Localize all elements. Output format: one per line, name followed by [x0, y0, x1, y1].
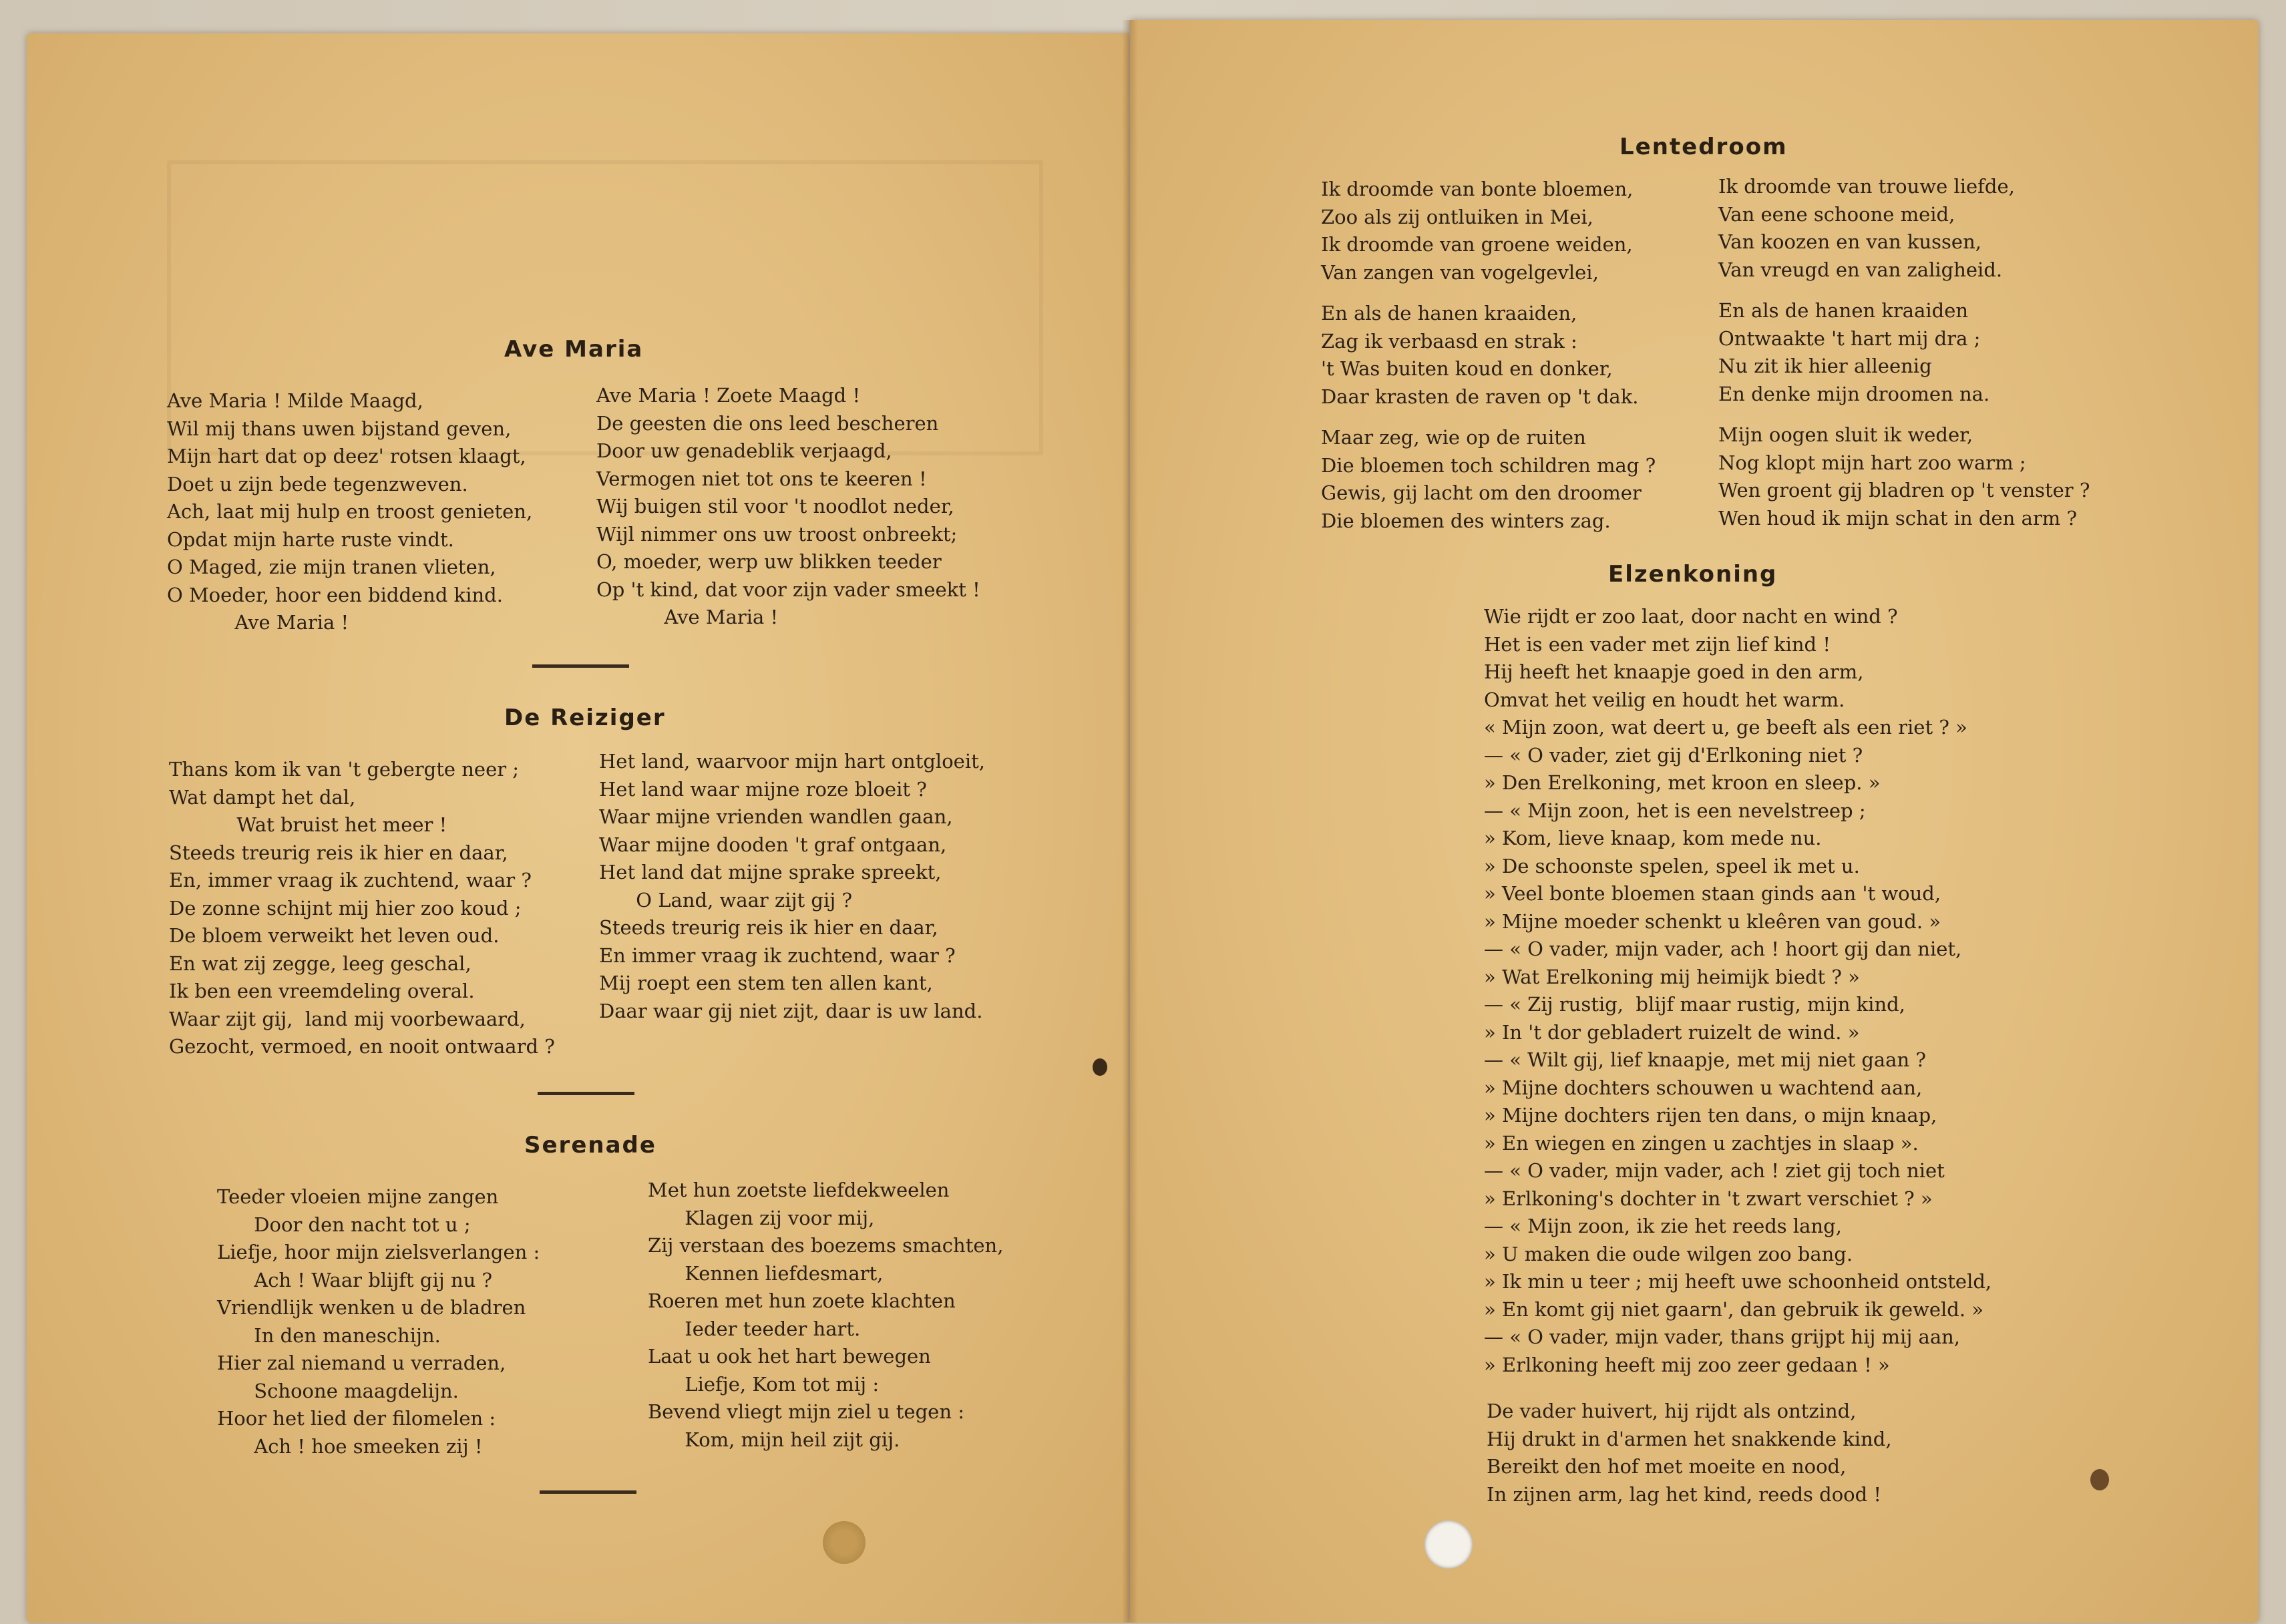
verse-line: Liefje, Kom tot mij : — [648, 1372, 880, 1396]
verse-line: Wil mij thans uwen bijstand geven, — [167, 417, 512, 440]
verse-line: De zonne schijnt mij hier zoo koud ; — [169, 896, 522, 920]
verse-line: Klagen zij voor mij, — [648, 1206, 875, 1229]
verse-line: De bloem verweikt het leven oud. — [169, 924, 500, 947]
verse-line: In zijnen arm, lag het kind, reeds dood ! — [1487, 1482, 1882, 1506]
verse-line: Daar waar gij niet zijt, daar is uw land. — [599, 999, 983, 1022]
verse-line: Van eene schoone meid, — [1718, 202, 1955, 226]
verse-line: » Mijne moeder schenkt u kleêren van goud. » — [1484, 909, 1941, 933]
verse-line: Zoo als zij ontluiken in Mei, — [1321, 205, 1593, 228]
verse-line: Van vreugd en van zaligheid. — [1718, 258, 2003, 281]
verse-line: Gewis, gij lacht om den droomer — [1321, 481, 1642, 504]
verse-line: Ave Maria ! Milde Maagd, — [167, 389, 423, 412]
verse-line: Door uw genadeblik verjaagd, — [596, 439, 892, 462]
verse-line: Nu zit ik hier alleenig — [1718, 355, 1932, 377]
stanza-gap — [1718, 408, 2090, 421]
verse-line: Schoone maagdelijn. — [217, 1379, 459, 1402]
page-fold — [1122, 20, 1138, 1623]
de-reiziger-col1 — [169, 756, 555, 1061]
divider-rule — [540, 1490, 636, 1494]
verse-line: O, moeder, werp uw blikken teeder — [596, 550, 942, 573]
verse-line: Omvat het veilig en houdt het warm. — [1484, 688, 1845, 711]
verse-line: Het land dat mijne sprake spreekt, — [599, 861, 942, 883]
divider-rule — [538, 1092, 634, 1095]
verse-line: En immer vraag ik zuchtend, waar ? — [599, 944, 956, 967]
stanza-gap — [1718, 284, 2090, 297]
ink-spot — [1093, 1058, 1107, 1076]
ave-maria-col1 — [167, 387, 532, 637]
verse-line: Steeds treurig reis ik hier en daar, — [599, 916, 938, 939]
verse-line: Door den nacht tot u ; — [217, 1213, 471, 1236]
binding-hole — [1424, 1520, 1473, 1569]
verse-line: — « O vader, mijn vader, thans grijpt hij mij aan, — [1484, 1326, 1961, 1348]
verse-line: Steeds treurig reis ik hier en daar, — [169, 841, 508, 864]
verse-line: Op 't kind, dat voor zijn vader smeekt ! — [596, 578, 980, 601]
verse-line: Laat u ook het hart bewegen — [648, 1345, 931, 1368]
verse-line: » En komt gij niet gaarn', dan gebruik ik geweld. » — [1484, 1297, 1983, 1321]
lentedroom-title: Lentedroom — [1620, 134, 1788, 160]
serenade-col1 — [217, 1183, 540, 1460]
verse-line: Daar krasten de raven op 't dak. — [1321, 385, 1639, 408]
verse-line: » Mijne dochters rijen ten dans, o mijn knaap, — [1484, 1104, 1937, 1127]
verse-line: Waar mijne dooden 't graf ontgaan, — [599, 833, 947, 856]
verse-line: » Erlkoning's dochter in 't zwart verschiet ? » — [1484, 1187, 1933, 1210]
de-reiziger-col2 — [599, 748, 985, 1025]
verse-line: Ach, laat mij hulp en troost genieten, — [167, 500, 533, 523]
verse-line: » Kom, lieve knaap, kom mede nu. — [1484, 827, 1822, 849]
verse-line: Gezocht, vermoed, en nooit ontwaard ? — [169, 1035, 555, 1058]
verse-line: Zij verstaan des boezems smachten, — [648, 1234, 1004, 1257]
verse-line: » Mijne dochters schouwen u wachtend aan, — [1484, 1076, 1923, 1099]
verse-line: En als de hanen kraaiden — [1718, 299, 1969, 322]
verse-line: Ach ! Waar blijft gij nu ? — [217, 1268, 493, 1291]
verse-line: Ik droomde van trouwe liefde, — [1718, 175, 2015, 198]
ave-maria-title: Ave Maria — [504, 336, 644, 363]
verse-line: En wat zij zegge, leeg geschal, — [169, 952, 471, 975]
verse-line: Mij roept een stem ten allen kant, — [599, 972, 933, 994]
elzenkoning-closing — [1487, 1398, 1892, 1508]
verse-line: Teeder vloeien mijne zangen — [217, 1185, 499, 1208]
verse-line: En als de hanen kraaiden, — [1321, 302, 1577, 325]
stanza-gap — [1321, 411, 1656, 424]
elzenkoning-title: Elzenkoning — [1608, 561, 1778, 588]
verse-line: Ieder teeder hart. — [648, 1317, 861, 1340]
verse-line: — « Mijn zoon, ik zie het reeds lang, — [1484, 1215, 1842, 1237]
verse-line: Thans kom ik van 't gebergte neer ; — [169, 758, 520, 781]
verse-line: 't Was buiten koud en donker, — [1321, 357, 1613, 380]
verse-line: Die bloemen toch schildren mag ? — [1321, 453, 1656, 477]
verse-line: Waar zijt gij, land mij voorbewaard, — [169, 1007, 526, 1030]
verse-line: Nog klopt mijn hart zoo warm ; — [1718, 451, 2026, 474]
verse-line: Met hun zoetste liefdekweelen — [648, 1179, 950, 1201]
verse-line: De vader huivert, hij rijdt als ontzind, — [1487, 1400, 1857, 1422]
verse-line: Ave Maria ! — [596, 606, 779, 628]
verse-line: Vermogen niet tot ons te keeren ! — [596, 467, 927, 490]
verse-line: Ach ! hoe smeeken zij ! — [217, 1434, 483, 1458]
verse-line: — « Mijn zoon, het is een nevelstreep ; — [1484, 799, 1866, 822]
divider-rule — [532, 664, 629, 668]
verse-line: Ik droomde van groene weiden, — [1321, 233, 1633, 256]
verse-line: Maar zeg, wie op de ruiten — [1321, 426, 1586, 449]
verse-line: Het is een vader met zijn lief kind ! — [1484, 632, 1831, 656]
lentedroom-left-col — [1321, 176, 1656, 535]
verse-line: Wat dampt het dal, — [169, 785, 356, 809]
stanza-gap — [1321, 286, 1656, 300]
verse-line: Ave Maria ! Zoete Maagd ! — [596, 384, 861, 407]
verse-line: En denke mijn droomen na. — [1718, 382, 1990, 405]
verse-line: » De schoonste spelen, speel ik met u. — [1484, 854, 1860, 877]
verse-line: — « O vader, mijn vader, ach ! ziet gij toch niet — [1484, 1159, 1945, 1182]
verse-line: » U maken die oude wilgen zoo bang. — [1484, 1242, 1853, 1265]
verse-line: De geesten die ons leed bescheren — [596, 411, 939, 435]
verse-line: Hij heeft het knaapje goed in den arm, — [1484, 660, 1864, 683]
verse-line: Hoor het lied der filomelen : — [217, 1407, 496, 1430]
verse-line: Bevend vliegt mijn ziel u tegen : — [648, 1400, 964, 1423]
verse-line: Ontwaakte 't hart mij dra ; — [1718, 327, 1981, 350]
verse-line: — « O vader, ziet gij d'Erlkoning niet ? — [1484, 743, 1863, 767]
verse-line: — « O vader, mijn vader, ach ! hoort gij dan niet, — [1484, 938, 1962, 960]
verse-line: Wij buigen stil voor 't noodlot neder, — [596, 495, 954, 518]
verse-line: Kennen liefdesmart, — [648, 1261, 884, 1285]
verse-line: » In 't dor gebladert ruizelt de wind. » — [1484, 1020, 1860, 1044]
serenade-col2 — [648, 1177, 1003, 1454]
verse-line: Hier zal niemand u verraden, — [217, 1352, 506, 1374]
verse-line: Kom, mijn heil zijt gij. — [648, 1428, 900, 1451]
verse-line: Mijn oogen sluit ik weder, — [1718, 423, 1973, 446]
verse-line: Wat bruist het meer ! — [169, 813, 447, 836]
verse-line: » Erlkoning heeft mij zoo zeer gedaan ! » — [1484, 1353, 1890, 1376]
verse-line: Zag ik verbaasd en strak : — [1321, 329, 1577, 353]
verse-line: Het land, waarvoor mijn hart ontgloeit, — [599, 750, 985, 773]
verse-line: O Land, waar zijt gij ? — [599, 888, 853, 911]
verse-line: Wen houd ik mijn schat in den arm ? — [1718, 506, 2077, 530]
verse-line: En, immer vraag ik zuchtend, waar ? — [169, 869, 532, 891]
verse-line: Wen groent gij bladren op 't venster ? — [1718, 479, 2090, 501]
verse-line: Van zangen van vogelgevlei, — [1321, 260, 1599, 284]
serenade-title: Serenade — [524, 1132, 656, 1159]
verse-line: Ik droomde van bonte bloemen, — [1321, 178, 1634, 200]
verse-line: Ik ben een vreemdeling overal. — [169, 980, 475, 1002]
verse-line: Vriendlijk wenken u de bladren — [217, 1296, 526, 1319]
verse-line: » Wat Erelkoning mij heimijk biedt ? » — [1484, 965, 1860, 988]
stain-spot — [2090, 1469, 2109, 1490]
verse-line: Ave Maria ! — [167, 611, 349, 634]
verse-line: Die bloemen des winters zag. — [1321, 509, 1611, 532]
lentedroom-right-col — [1718, 173, 2090, 532]
verse-line: Mijn hart dat op deez' rotsen klaagt, — [167, 445, 526, 467]
elzenkoning-text — [1484, 603, 1991, 1379]
verse-line: Het land waar mijne roze bloeit ? — [599, 777, 927, 801]
verse-line: Opdat mijn harte ruste vindt. — [167, 528, 454, 551]
verse-line: O Maged, zie mijn tranen vlieten, — [167, 556, 496, 578]
verse-line: » Veel bonte bloemen staan ginds aan 't woud, — [1484, 882, 1941, 905]
verse-line: Waar mijne vrienden wandlen gaan, — [599, 805, 953, 828]
verse-line: » Ik min u teer ; mij heeft uwe schoonheid ontsteld, — [1484, 1270, 1992, 1293]
verse-line: O Moeder, hoor een biddend kind. — [167, 583, 503, 606]
verse-line: Hij drukt in d'armen het snakkende kind, — [1487, 1427, 1892, 1450]
verse-line: Wijl nimmer ons uw troost onbreekt; — [596, 522, 958, 546]
verse-line: — « Zij rustig, blijf maar rustig, mijn kind, — [1484, 993, 1905, 1016]
verse-line: « Mijn zoon, wat deert u, ge beeft als een riet ? » — [1484, 716, 1967, 739]
verse-line: — « Wilt gij, lief knaapje, met mij niet gaan ? — [1484, 1048, 1926, 1071]
verse-line: Doet u zijn bede tegenzweven. — [167, 472, 468, 495]
verse-line: In den maneschijn. — [217, 1324, 441, 1347]
de-reiziger-title: De Reiziger — [504, 704, 666, 731]
verse-line: Liefje, hoor mijn zielsverlangen : — [217, 1241, 540, 1263]
verse-line: » Den Erelkoning, met kroon en sleep. » — [1484, 771, 1881, 794]
verse-line: Van koozen en van kussen, — [1718, 230, 1981, 253]
verse-line: » En wiegen en zingen u zachtjes in slaap ». — [1484, 1131, 1919, 1155]
verse-line: Bereikt den hof met moeite en nood, — [1487, 1455, 1847, 1478]
verse-line: Wie rijdt er zoo laat, door nacht en wind ? — [1484, 605, 1898, 628]
binding-hole — [823, 1521, 866, 1564]
ave-maria-col2 — [596, 382, 980, 632]
verse-line: Roeren met hun zoete klachten — [648, 1289, 956, 1312]
